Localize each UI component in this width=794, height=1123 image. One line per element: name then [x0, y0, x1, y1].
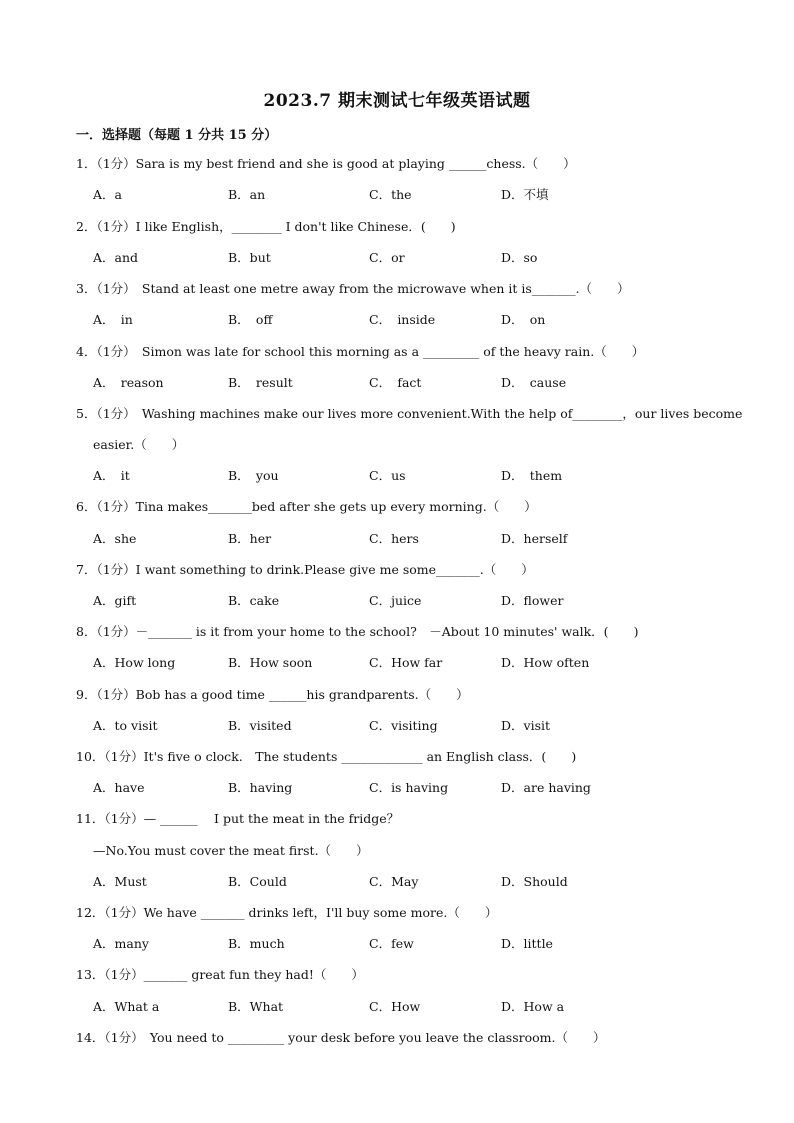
option-d[interactable]: D． on [501, 312, 546, 327]
question-10: 10．（1分）It's five o clock. The students _____________ an English class．( ) [76, 749, 577, 764]
option-b[interactable]: B． off [228, 312, 273, 327]
option-d[interactable]: D．How often [501, 655, 590, 670]
option-c[interactable]: C．visiting [369, 718, 438, 733]
option-a[interactable]: A． in [93, 312, 133, 327]
option-c[interactable]: C．us [369, 468, 406, 483]
option-b[interactable]: B．much [228, 936, 285, 951]
question-6-options [93, 523, 733, 554]
question-9: 9．（1分）Bob has a good time ______his grandparents.（ ） [76, 687, 469, 702]
option-c[interactable]: C．How far [369, 655, 443, 670]
question-8: 8．（1分）－_______ is it from your home to the school? －About 10 minutes' walk．( ) [76, 624, 639, 639]
option-b[interactable]: B．her [228, 531, 272, 546]
question-11-options [93, 866, 733, 897]
option-c[interactable]: C．juice [369, 593, 422, 608]
option-a[interactable]: A．many [93, 936, 149, 951]
option-d[interactable]: D． cause [501, 375, 567, 390]
option-a[interactable]: A．to visit [93, 718, 158, 733]
option-c[interactable]: C．or [369, 250, 405, 265]
option-d[interactable]: D．herself [501, 531, 568, 546]
option-b[interactable]: B．How soon [228, 655, 313, 670]
question-12: 12．（1分）We have _______ drinks left，I'll buy some more.（ ） [76, 905, 498, 920]
question-7-options [93, 585, 733, 616]
option-a[interactable]: A．How long [93, 655, 176, 670]
option-c[interactable]: C．is having [369, 780, 449, 795]
option-a[interactable]: A．a [93, 187, 122, 202]
option-a[interactable]: A．she [93, 531, 137, 546]
option-d[interactable]: D．不填 [501, 187, 549, 202]
option-c[interactable]: C．few [369, 936, 414, 951]
question-7: 7．（1分）I want something to drink.Please give me some_______.（ ） [76, 562, 534, 577]
option-d[interactable]: D．flower [501, 593, 564, 608]
question-5-options [93, 460, 733, 491]
question-6: 6．（1分）Tina makes_______bed after she gets up every morning.（ ） [76, 499, 537, 514]
question-3: 3．（1分） Stand at least one metre away from the microwave when it is_______.（ ） [76, 281, 630, 296]
option-d[interactable]: D．Should [501, 874, 568, 889]
option-c[interactable]: C． inside [369, 312, 436, 327]
option-a[interactable]: A．What a [93, 999, 160, 1014]
option-a[interactable]: A． reason [93, 375, 164, 390]
option-c[interactable]: C． fact [369, 375, 422, 390]
option-d[interactable]: D． them [501, 468, 563, 483]
option-d[interactable]: D．How a [501, 999, 565, 1014]
question-10-options [93, 772, 733, 803]
option-c[interactable]: C．How [369, 999, 421, 1014]
question-14: 14．（1分） You need to _________ your desk before you leave the classroom.（ ） [76, 1030, 606, 1045]
option-c[interactable]: C．hers [369, 531, 419, 546]
question-3-options [93, 304, 733, 335]
option-d[interactable]: D．little [501, 936, 553, 951]
option-a[interactable]: A．and [93, 250, 139, 265]
question-5: 5．（1分） Washing machines make our lives more convenient.With the help of________，our lives become [76, 406, 743, 421]
option-b[interactable]: B．What [228, 999, 284, 1014]
option-a[interactable]: A．gift [93, 593, 137, 608]
page-title: 2023.7 期末测试七年级英语试题 [263, 91, 531, 111]
section-heading: 一．选择题（每题 1 分共 15 分） [76, 128, 278, 143]
question-2: 2．（1分）I like English，________ I don't like Chinese．( ) [76, 219, 456, 234]
question-12-options [93, 928, 733, 959]
question-4-options [93, 367, 733, 398]
question-5-continuation: easier.（ ） [93, 437, 185, 452]
option-a[interactable]: A． it [93, 468, 130, 483]
option-b[interactable]: B．Could [228, 874, 287, 889]
question-4: 4．（1分） Simon was late for school this morning as a _________ of the heavy rain.（ ） [76, 344, 645, 359]
option-d[interactable]: D．are having [501, 780, 591, 795]
option-b[interactable]: B．but [228, 250, 271, 265]
question-9-options [93, 710, 733, 741]
option-d[interactable]: D．visit [501, 718, 551, 733]
question-8-options [93, 647, 733, 678]
question-1: 1．（1分）Sara is my best friend and she is good at playing ______chess.（ ） [76, 156, 576, 171]
question-1-options [93, 179, 733, 210]
question-2-options [93, 242, 733, 273]
option-b[interactable]: B．visited [228, 718, 292, 733]
option-b[interactable]: B．an [228, 187, 266, 202]
option-b[interactable]: B．cake [228, 593, 280, 608]
option-c[interactable]: C．May [369, 874, 419, 889]
option-a[interactable]: A．Must [93, 874, 147, 889]
option-b[interactable]: B． result [228, 375, 293, 390]
question-13-options [93, 991, 733, 1022]
option-b[interactable]: B． you [228, 468, 279, 483]
question-11: 11．（1分）— ______ I put the meat in the fridge？ [76, 811, 400, 826]
question-11-continuation: —No.You must cover the meat first.（ ） [93, 843, 369, 858]
option-d[interactable]: D．so [501, 250, 538, 265]
option-a[interactable]: A．have [93, 780, 145, 795]
option-b[interactable]: B．having [228, 780, 293, 795]
question-13: 13．（1分）_______ great fun they had!（ ） [76, 967, 364, 982]
option-c[interactable]: C．the [369, 187, 412, 202]
